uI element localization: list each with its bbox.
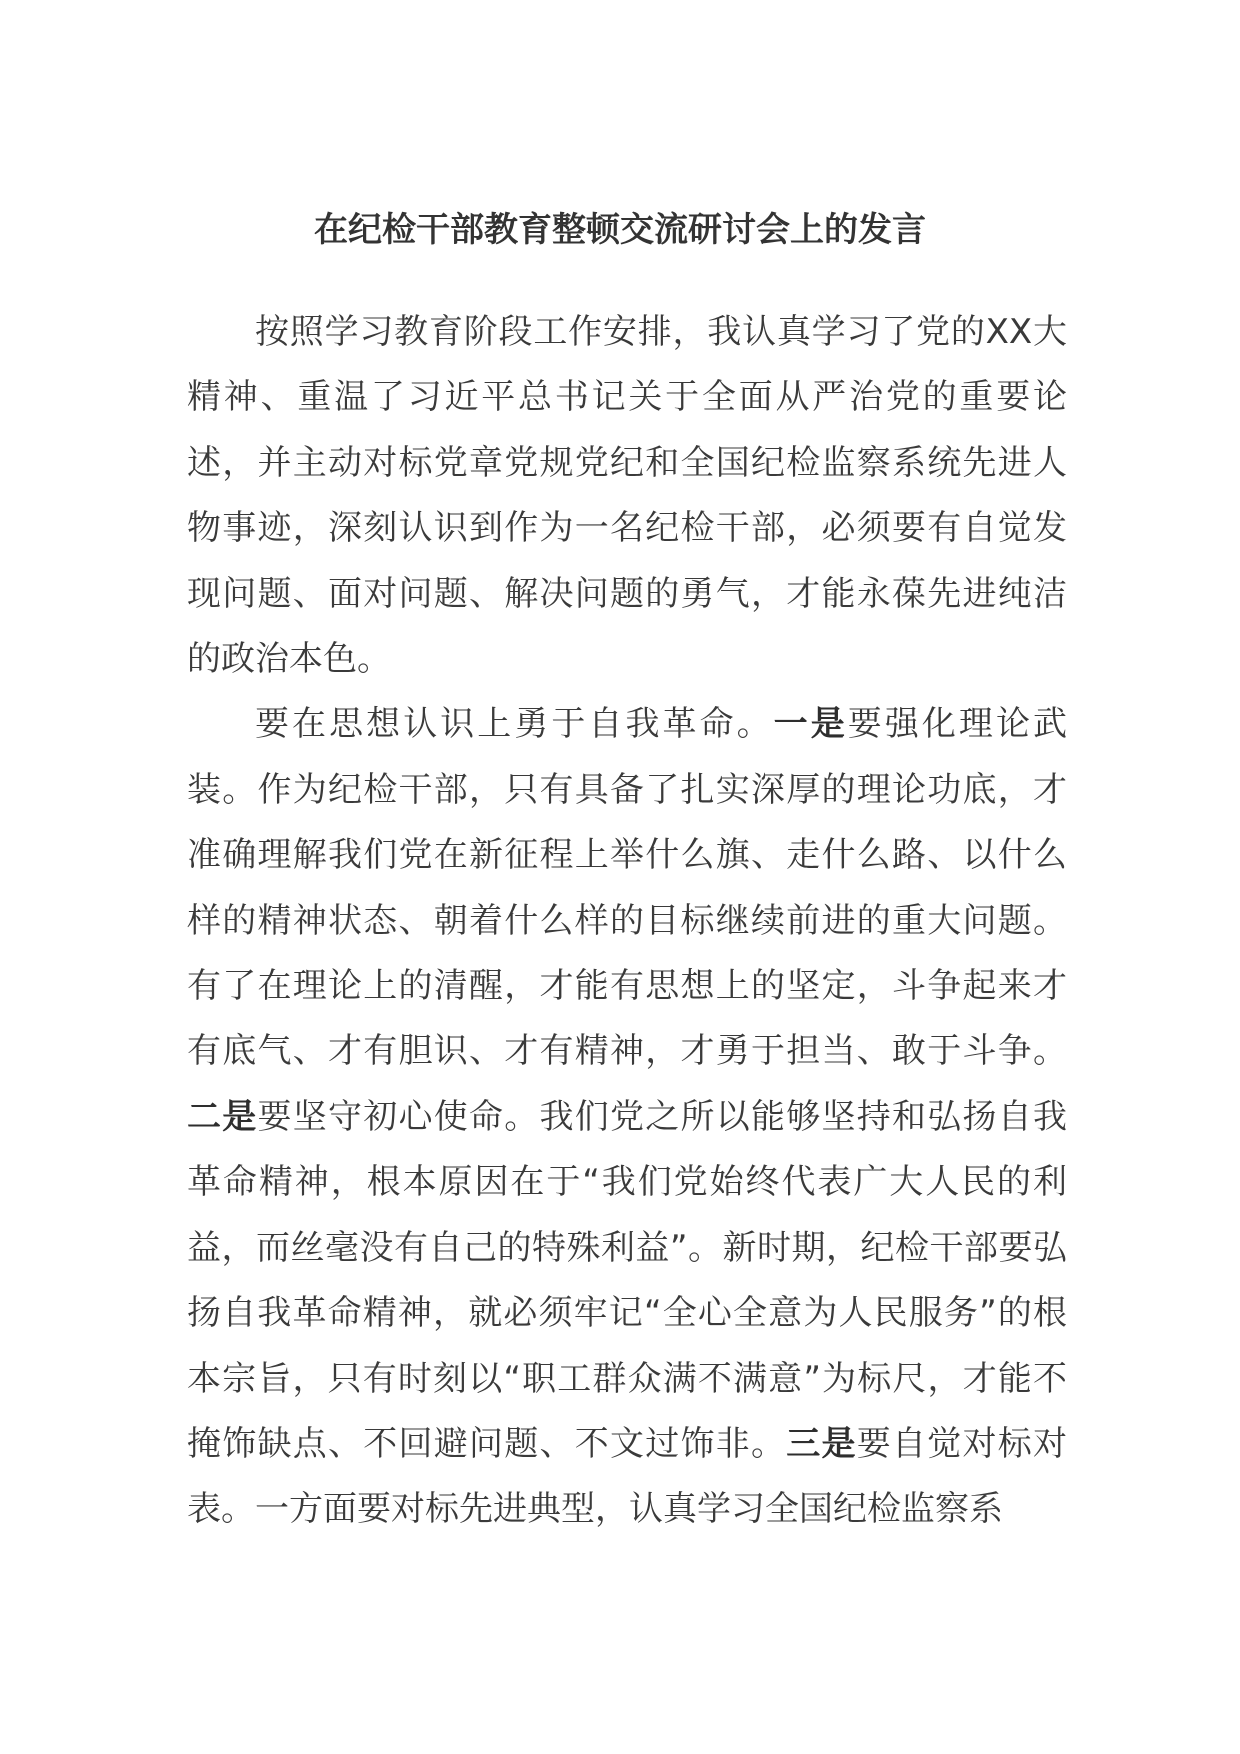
paragraph-text: 要坚守初心使命。我们党之所以能够坚持和弘扬自我革命精神，根本原因在于“我们党始终代表广大人民的利益，而丝毫没有自己的特殊利益”。新时期，纪检干部要弘扬自我革命精神，就必须牢记“全心全意为人民服务”的根本宗旨，只有时刻以“职工群众满不满意”为标尺，才能不掩饰缺点、不回避问题、不文过饰非。 — [187, 1096, 1067, 1464]
paragraph-self-revolution — [187, 692, 1067, 1542]
paragraph-text: 要自觉对标对表。一方面要对标先进典型，认真学习全国纪检监察系 — [187, 1423, 1067, 1530]
document-body — [187, 300, 1067, 1543]
point-one-label: 一是 — [773, 704, 848, 745]
paragraph-text: 要强化理论武装。作为纪检干部，只有具备了扎实深厚的理论功底，才准确理解我们党在新征程上举什么旗、走什么路、以什么样的精神状态、朝着什么样的目标继续前进的重大问题。有了在理论上的清醒，才能有思想上的坚定，斗争起来才有底气、才有胆识、才有精神，才勇于担当、敢于斗争。 — [187, 704, 1068, 1072]
document-title: 在纪检干部教育整顿交流研讨会上的发言 — [314, 210, 926, 250]
point-two-label: 二是 — [187, 1096, 258, 1137]
paragraph-intro: 按照学习教育阶段工作安排，我认真学习了党的XX大精神、重温了习近平总书记关于全面从严治党的重要论述，并主动对标党章党规党纪和全国纪检监察系统先进人物事迹，深刻认识到作为一名纪检干部，必须要有自觉发现问题、面对问题、解决问题的勇气，才能永葆先进纯洁的政治本色。 — [187, 312, 1067, 680]
paragraph-text: 要在思想认识上勇于自我革命。 — [255, 704, 774, 745]
point-three-label: 三是 — [786, 1423, 857, 1464]
